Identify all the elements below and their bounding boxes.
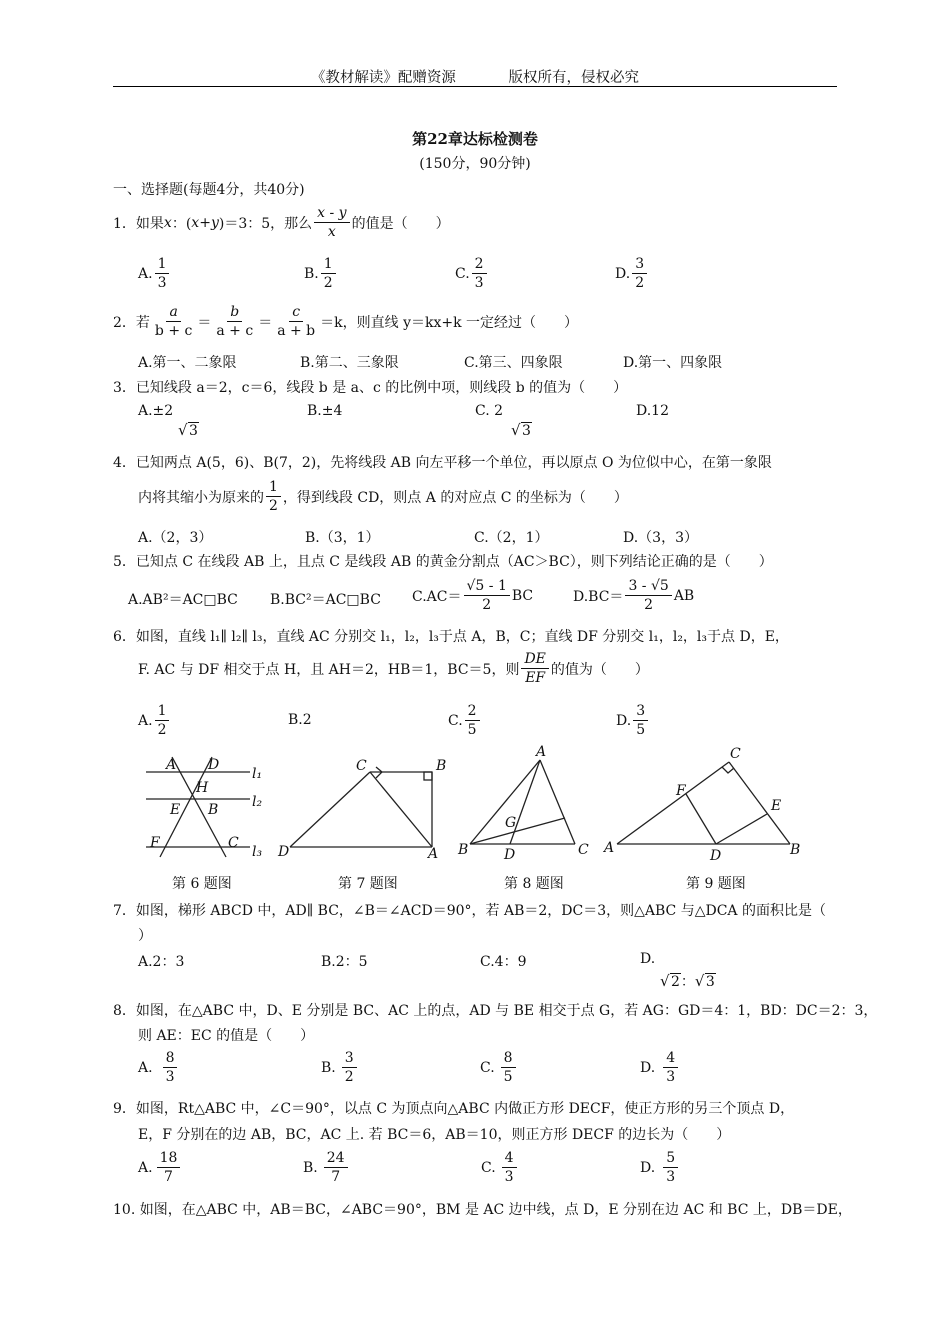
q5-option-d[interactable]: D.BC＝ $\frac{3 - √5}{2}$ AB xyxy=(573,578,695,614)
q8-option-d[interactable]: D. $\frac{4}{3}$ xyxy=(640,1050,680,1085)
svg-text:A: A xyxy=(604,840,615,856)
question-4-line1: 4．已知两点 A(5，6)、B(7，2)，先将线段 AB 向左平移一个单位，再以原点 O 为位似中心，在第一象限 xyxy=(113,455,772,471)
svg-text:B: B xyxy=(458,842,469,858)
fraction: $\frac{x - y}{x}$ xyxy=(314,205,349,240)
svg-text:G: G xyxy=(505,815,517,831)
q8-option-a[interactable]: A. $\frac{8}{3}$ xyxy=(138,1050,179,1085)
question-6-line1: 6．如图，直线 l₁∥ l₂∥ l₃，直线 AC 分别交 l₁，l₂，l₃于点 A，B，C；直线 DF 分别交 l₁，l₂，l₃于点 D，E， xyxy=(113,629,789,645)
svg-text:A: A xyxy=(166,757,177,773)
svg-text:第 6 题图: 第 6 题图 xyxy=(172,876,232,892)
q6-option-d[interactable]: D. $\frac{3}{5}$ xyxy=(616,703,650,738)
svg-text:第 8 题图: 第 8 题图 xyxy=(504,876,564,892)
figure-8-labels xyxy=(457,744,589,863)
svg-text:C: C xyxy=(730,746,741,762)
header-left: 《教材解读》配赠资源 xyxy=(310,70,456,86)
svg-text:D: D xyxy=(710,848,722,864)
svg-text:C: C xyxy=(578,842,589,858)
q7-option-a[interactable]: A.2：3 xyxy=(138,954,185,970)
question-7-line2: ） xyxy=(138,928,152,944)
svg-text:l₃: l₃ xyxy=(252,844,263,860)
svg-text:D: D xyxy=(504,847,516,863)
q8-option-c[interactable]: C. $\frac{8}{5}$ xyxy=(480,1050,518,1085)
svg-text:H: H xyxy=(196,780,209,796)
q6-option-a[interactable]: A. $\frac{1}{2}$ xyxy=(138,703,171,738)
q3-option-a[interactable]: A.±2 √ 3 xyxy=(138,403,198,439)
question-7-line1: 7．如图，梯形 ABCD 中，AD∥ BC，∠B＝∠ACD＝90°，若 AB＝2，DC＝3，则△ABC 与△DCA 的面积比是（ xyxy=(113,903,826,919)
q9-option-a[interactable]: A. $\frac{18}{7}$ xyxy=(138,1150,182,1185)
q7-option-d[interactable]: D. √ 2： √ 3 xyxy=(640,951,715,990)
figure-captions xyxy=(172,876,746,892)
q3-option-b[interactable]: B.±4 xyxy=(307,403,343,419)
q7-option-b[interactable]: B.2：5 xyxy=(321,954,368,970)
svg-text:D: D xyxy=(278,844,290,860)
question-3-stem: 3．已知线段 a＝2，c＝6，线段 b 是 a、c 的比例中项，则线段 b 的值为（ ） xyxy=(113,380,628,396)
svg-text:E: E xyxy=(771,798,782,814)
svg-text:l₁: l₁ xyxy=(252,766,263,782)
svg-text:第 9 题图: 第 9 题图 xyxy=(686,876,746,892)
question-4-line2: 内将其缩小为原来的 $\frac{1}{2}$ ，得到线段 CD，则点 A 的对应点 C 的坐标为（ ） xyxy=(138,479,628,515)
q3-option-d[interactable]: D.12 xyxy=(636,403,669,419)
q8-option-b[interactable]: B. $\frac{3}{2}$ xyxy=(321,1050,359,1085)
q1-option-c[interactable]: C. $\frac{2}{3}$ xyxy=(455,256,489,291)
question-8-line1: 8．如图，在△ABC 中，D、E 分别是 BC、AC 上的点，AD 与 BE 相交于点 G，若 AG：GD＝4：1，BD：DC＝2：3， xyxy=(113,1003,878,1019)
q5-option-a[interactable]: A.AB²＝AC□BC xyxy=(128,592,238,608)
q2-option-a[interactable]: A.第一、二象限 xyxy=(138,355,237,371)
q4-option-a[interactable]: A.（2，3） xyxy=(138,530,213,546)
q9-option-b[interactable]: B. $\frac{24}{7}$ xyxy=(303,1150,350,1185)
q1-option-a[interactable]: A. $\frac{1}{3}$ xyxy=(138,256,171,291)
header-right: 版权所有，侵权必究 xyxy=(508,70,640,86)
svg-text:F: F xyxy=(150,835,160,851)
q4-option-b[interactable]: B.（3，1） xyxy=(305,530,380,546)
svg-text:B: B xyxy=(436,758,447,774)
figure-9-labels xyxy=(602,746,800,864)
svg-text:l₂: l₂ xyxy=(252,794,263,810)
q4-option-c[interactable]: C.（2，1） xyxy=(474,530,549,546)
q1-option-b[interactable]: B. $\frac{1}{2}$ xyxy=(304,256,338,291)
figure-9 xyxy=(617,762,790,844)
q2-option-b[interactable]: B.第二、三象限 xyxy=(300,355,399,371)
svg-text:A: A xyxy=(536,744,547,760)
q1-option-d[interactable]: D. $\frac{3}{2}$ xyxy=(615,256,649,291)
q9-option-c[interactable]: C. $\frac{4}{3}$ xyxy=(481,1150,519,1185)
exam-title: 第22章达标检测卷 xyxy=(412,130,538,148)
svg-text:F: F xyxy=(676,783,686,799)
svg-text:第 7 题图: 第 7 题图 xyxy=(338,876,398,892)
question-2-stem: 2．若 $\frac{a}{b + c}$ ＝ $\frac{b}{a + c}$ ＝ $\frac{c}{a + b}$ ＝k，则直线 y＝kx+k 一定经过（ ） xyxy=(113,304,579,340)
figure-7 xyxy=(290,767,432,847)
q6-option-b[interactable]: B.2 xyxy=(288,712,312,728)
q7-option-c[interactable]: C.4：9 xyxy=(480,954,527,970)
q9-option-d[interactable]: D. $\frac{5}{3}$ xyxy=(640,1150,680,1185)
question-5-stem: 5．已知点 C 在线段 AB 上，且点 C 是线段 AB 的黄金分割点（AC＞BC），则下列结论正确的是（ ） xyxy=(113,554,773,570)
svg-text:B: B xyxy=(208,802,219,818)
svg-text:D: D xyxy=(208,757,220,773)
svg-text:B: B xyxy=(790,842,801,858)
svg-text:A: A xyxy=(428,846,439,862)
question-9-line2: E，F 分别在的边 AB，BC，AC 上. 若 BC＝6，AB＝10，则正方形 DECF 的边长为（ ） xyxy=(138,1127,731,1143)
page-header xyxy=(0,66,950,87)
question-6-line2: F. AC 与 DF 相交于点 H，且 AH＝2，HB＝1，BC＝5，则 $\frac{DE}{EF}$ 的值为（ ） xyxy=(138,651,649,687)
header-rule xyxy=(113,86,837,87)
exam-subtitle: (150分，90分钟) xyxy=(419,156,531,172)
q5-option-c[interactable]: C.AC＝ $\frac{√5 - 1}{2}$ BC xyxy=(412,578,534,614)
q2-option-d[interactable]: D.第一、四象限 xyxy=(623,355,723,371)
q5-option-b[interactable]: B.BC²＝AC□BC xyxy=(270,592,381,608)
svg-text:C: C xyxy=(228,835,239,851)
svg-text:E: E xyxy=(170,802,181,818)
svg-text:C: C xyxy=(356,758,367,774)
q2-option-c[interactable]: C.第三、四象限 xyxy=(464,355,563,371)
question-9-line1: 9．如图，Rt△ABC 中，∠C＝90°，以点 C 为顶点向△ABC 内做正方形 DECF，使正方形的另三个顶点 D， xyxy=(113,1101,795,1117)
figure-8 xyxy=(470,760,575,844)
q4-option-d[interactable]: D.（3，3） xyxy=(623,530,698,546)
figures xyxy=(0,740,950,900)
q6-option-c[interactable]: C. $\frac{2}{5}$ xyxy=(448,703,482,738)
section-heading: 一、选择题(每题4分，共40分) xyxy=(113,182,305,198)
question-10-line1: 10. 如图，在△ABC 中，AB＝BC，∠ABC＝90°，BM 是 AC 边中线，点 D，E 分别在边 AC 和 BC 上，DB＝DE， xyxy=(113,1202,852,1218)
q3-option-c[interactable]: C. 2 √ 3 xyxy=(475,403,531,439)
question-1-stem: 1．如果 x ：( x + y )＝3：5，那么 $\frac{x - y}{x}$ 的值是（ ） xyxy=(113,205,450,241)
question-8-line2: 则 AE：EC 的值是（ ） xyxy=(138,1028,315,1044)
